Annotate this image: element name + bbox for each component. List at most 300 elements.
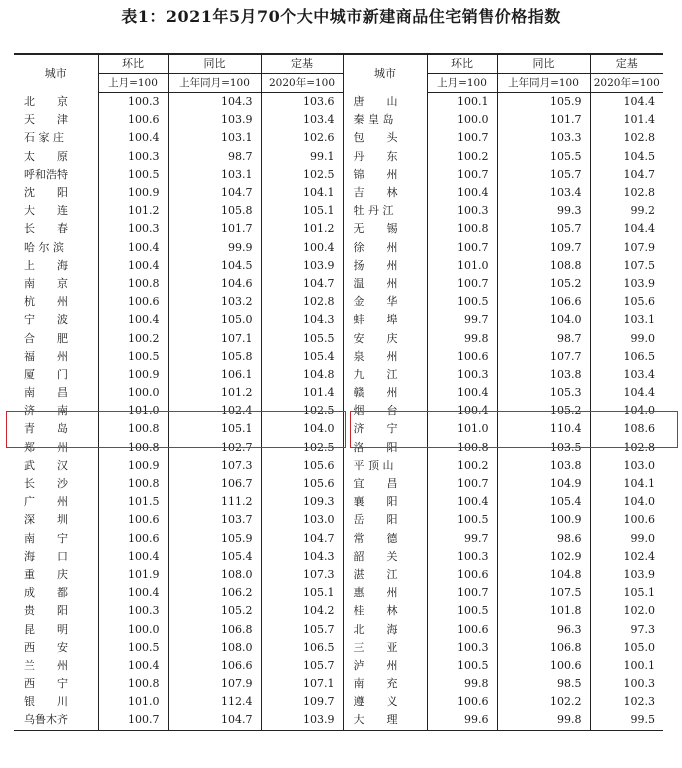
cell-fixed: 105.7 — [261, 620, 343, 638]
cell-city-right: 温 州 — [343, 275, 427, 293]
cell-fixed: 102.5 — [261, 402, 343, 420]
subheader-yoy-right: 上年同月=100 — [497, 74, 590, 93]
cell-mom: 100.0 — [98, 620, 168, 638]
column-header-fixed: 定基 — [261, 54, 343, 74]
cell-city: 郑 州 — [14, 439, 98, 457]
cell-city-right: 韶 关 — [343, 548, 427, 566]
cell-fixed: 104.0 — [261, 420, 343, 438]
table-row — [14, 366, 663, 384]
cell-mom-right: 100.5 — [427, 293, 497, 311]
cell-yoy: 104.7 — [168, 711, 261, 730]
cell-fixed: 102.5 — [261, 439, 343, 457]
cell-yoy-right: 105.5 — [497, 148, 590, 166]
cell-fixed: 104.8 — [261, 366, 343, 384]
cell-yoy: 106.2 — [168, 584, 261, 602]
cell-yoy: 102.4 — [168, 402, 261, 420]
cell-fixed-right: 101.4 — [623, 113, 655, 127]
cell-mom: 101.2 — [98, 202, 168, 220]
cell-mom: 100.9 — [98, 184, 168, 202]
cell-yoy: 103.7 — [168, 511, 261, 529]
cell-city: 大 连 — [14, 202, 98, 220]
cell-fixed: 106.5 — [261, 639, 343, 657]
cell-yoy-right: 98.5 — [497, 675, 590, 693]
cell-city: 海 口 — [14, 548, 98, 566]
subheader-mom-right: 上月=100 — [427, 74, 497, 93]
table-row — [14, 129, 663, 147]
cell-yoy-right: 96.3 — [497, 620, 590, 638]
cell-mom: 100.4 — [98, 548, 168, 566]
cell-fixed: 105.1 — [261, 584, 343, 602]
cell-yoy-right: 107.5 — [497, 584, 590, 602]
cell-mom-right: 100.6 — [427, 620, 497, 638]
cell-mom-right: 101.0 — [427, 257, 497, 275]
cell-yoy: 105.9 — [168, 530, 261, 548]
cell-yoy-right: 105.2 — [497, 275, 590, 293]
cell-fixed: 102.5 — [261, 166, 343, 184]
cell-yoy: 106.6 — [168, 657, 261, 675]
cell-fixed: 105.1 — [261, 202, 343, 220]
cell-city-right: 丹 东 — [343, 148, 427, 166]
cell-mom: 100.2 — [98, 329, 168, 347]
cell-city: 合 肥 — [14, 329, 98, 347]
cell-fixed-right: 108.6 — [623, 422, 655, 436]
cell-city: 上 海 — [14, 257, 98, 275]
cell-fixed-right: 104.7 — [623, 167, 655, 181]
cell-mom: 100.8 — [98, 420, 168, 438]
cell-fixed-right: 104.0 — [623, 404, 655, 418]
cell-fixed: 101.2 — [261, 220, 343, 238]
cell-city: 福 州 — [14, 348, 98, 366]
cell-yoy: 105.0 — [168, 311, 261, 329]
cell-city: 重 庆 — [14, 566, 98, 584]
cell-fixed-right: 102.8 — [623, 186, 655, 200]
table-row — [14, 93, 663, 112]
cell-fixed-right: 103.9 — [623, 276, 655, 290]
table-row — [14, 311, 663, 329]
cell-mom: 100.4 — [98, 129, 168, 147]
cell-fixed: 109.3 — [261, 493, 343, 511]
cell-fixed-right: 105.1 — [623, 586, 655, 600]
cell-yoy: 112.4 — [168, 693, 261, 711]
cell-mom-right: 100.7 — [427, 239, 497, 257]
cell-yoy: 106.7 — [168, 475, 261, 493]
cell-yoy: 103.1 — [168, 129, 261, 147]
cell-yoy: 106.1 — [168, 366, 261, 384]
cell-yoy: 105.2 — [168, 602, 261, 620]
cell-fixed-right: 99.2 — [630, 204, 655, 218]
cell-city: 太 原 — [14, 148, 98, 166]
table-row — [14, 475, 663, 493]
cell-fixed: 99.1 — [261, 148, 343, 166]
table-row — [14, 530, 663, 548]
cell-city: 北 京 — [14, 93, 98, 112]
cell-city-right: 蚌 埠 — [343, 311, 427, 329]
cell-yoy: 105.4 — [168, 548, 261, 566]
cell-city-right: 泸 州 — [343, 657, 427, 675]
cell-fixed: 107.1 — [261, 675, 343, 693]
cell-fixed-right: 104.4 — [623, 222, 655, 236]
cell-yoy: 107.9 — [168, 675, 261, 693]
cell-mom-right: 100.7 — [427, 584, 497, 602]
cell-city-right: 南 充 — [343, 675, 427, 693]
table-row — [14, 202, 663, 220]
cell-yoy: 99.9 — [168, 239, 261, 257]
cell-city-right: 唐 山 — [343, 93, 427, 112]
cell-fixed-right: 104.0 — [623, 495, 655, 509]
cell-yoy-right: 105.2 — [497, 402, 590, 420]
cell-mom-right: 100.4 — [427, 402, 497, 420]
column-header-city-right: 城市 — [343, 54, 427, 93]
cell-fixed-right: 102.0 — [623, 604, 655, 618]
cell-city: 厦 门 — [14, 366, 98, 384]
cell-city: 贵 阳 — [14, 602, 98, 620]
cell-fixed: 107.3 — [261, 566, 343, 584]
cell-city: 石 家 庄 — [14, 129, 98, 147]
cell-city-right: 遵 义 — [343, 693, 427, 711]
table-row — [14, 457, 663, 475]
cell-yoy: 103.1 — [168, 166, 261, 184]
cell-city-right: 三 亚 — [343, 639, 427, 657]
cell-yoy-right: 109.7 — [497, 239, 590, 257]
cell-yoy-right: 99.3 — [497, 202, 590, 220]
cell-fixed-right: 102.4 — [623, 549, 655, 563]
cell-yoy: 103.2 — [168, 293, 261, 311]
cell-fixed-right: 105.0 — [623, 640, 655, 654]
cell-city: 西 宁 — [14, 675, 98, 693]
cell-city-right: 常 德 — [343, 530, 427, 548]
cell-yoy-right: 105.4 — [497, 493, 590, 511]
cell-mom: 100.6 — [98, 111, 168, 129]
table-row — [14, 511, 663, 529]
cell-mom: 100.5 — [98, 166, 168, 184]
cell-city: 南 京 — [14, 275, 98, 293]
cell-city: 成 都 — [14, 584, 98, 602]
cell-fixed-right: 100.6 — [623, 513, 655, 527]
cell-fixed-right: 104.4 — [623, 95, 655, 109]
cell-fixed: 104.3 — [261, 311, 343, 329]
cell-city-right: 牡 丹 江 — [343, 202, 427, 220]
cell-city: 武 汉 — [14, 457, 98, 475]
cell-yoy-right: 99.8 — [497, 711, 590, 730]
cell-mom: 101.0 — [98, 693, 168, 711]
cell-yoy-right: 106.8 — [497, 639, 590, 657]
cell-city-right: 锦 州 — [343, 166, 427, 184]
cell-mom: 100.8 — [98, 475, 168, 493]
cell-mom-right: 100.5 — [427, 511, 497, 529]
cell-mom: 101.9 — [98, 566, 168, 584]
cell-mom-right: 100.6 — [427, 693, 497, 711]
cell-mom: 100.8 — [98, 439, 168, 457]
table-row — [14, 693, 663, 711]
cell-mom: 100.5 — [98, 639, 168, 657]
cell-yoy-right: 104.8 — [497, 566, 590, 584]
cell-yoy: 102.7 — [168, 439, 261, 457]
cell-mom: 100.9 — [98, 457, 168, 475]
table-row — [14, 184, 663, 202]
cell-fixed: 105.7 — [261, 657, 343, 675]
cell-city: 昆 明 — [14, 620, 98, 638]
cell-fixed: 102.8 — [261, 293, 343, 311]
column-header-mom: 环比 — [98, 54, 168, 74]
cell-fixed: 103.6 — [261, 93, 343, 112]
subheader-mom: 上月=100 — [98, 74, 168, 93]
cell-yoy-right: 103.5 — [497, 439, 590, 457]
cell-city: 广 州 — [14, 493, 98, 511]
cell-yoy-right: 98.7 — [497, 329, 590, 347]
cell-city-right: 无 锡 — [343, 220, 427, 238]
cell-fixed-right: 107.9 — [623, 240, 655, 254]
highlight-box-right — [350, 411, 678, 448]
cell-fixed-right: 104.4 — [623, 386, 655, 400]
cell-city: 深 圳 — [14, 511, 98, 529]
cell-fixed-right: 106.5 — [623, 349, 655, 363]
cell-mom-right: 100.3 — [427, 548, 497, 566]
price-index-table — [14, 53, 663, 731]
cell-fixed-right: 102.8 — [623, 131, 655, 145]
cell-fixed-right: 99.5 — [590, 711, 663, 730]
cell-city: 哈 尔 滨 — [14, 239, 98, 257]
cell-yoy: 101.7 — [168, 220, 261, 238]
table-row — [14, 257, 663, 275]
cell-fixed-right: 102.8 — [623, 440, 655, 454]
cell-city: 沈 阳 — [14, 184, 98, 202]
cell-city-right: 桂 林 — [343, 602, 427, 620]
cell-fixed: 109.7 — [261, 693, 343, 711]
table-row — [14, 220, 663, 238]
column-header-yoy: 同比 — [168, 54, 261, 74]
cell-mom-right: 100.3 — [427, 202, 497, 220]
cell-city-right: 扬 州 — [343, 257, 427, 275]
table-row — [14, 111, 663, 129]
cell-fixed: 104.2 — [261, 602, 343, 620]
cell-mom: 100.6 — [98, 530, 168, 548]
cell-city-right: 安 庆 — [343, 329, 427, 347]
column-header-city: 城市 — [14, 54, 98, 93]
cell-city: 兰 州 — [14, 657, 98, 675]
cell-mom-right: 100.1 — [427, 93, 497, 112]
cell-yoy-right: 104.0 — [497, 311, 590, 329]
cell-yoy-right: 102.2 — [497, 693, 590, 711]
cell-mom-right: 100.5 — [427, 657, 497, 675]
table-row — [14, 657, 663, 675]
cell-city: 长 沙 — [14, 475, 98, 493]
cell-fixed-right: 102.3 — [623, 695, 655, 709]
subheader-fixed: 2020年=100 — [261, 74, 343, 93]
cell-mom: 101.5 — [98, 493, 168, 511]
cell-mom: 100.6 — [98, 293, 168, 311]
cell-fixed: 101.4 — [261, 384, 343, 402]
cell-fixed-right: 103.9 — [623, 567, 655, 581]
cell-mom-right: 100.2 — [427, 457, 497, 475]
cell-mom: 100.7 — [98, 711, 168, 730]
cell-city-right: 金 华 — [343, 293, 427, 311]
cell-fixed: 103.9 — [261, 257, 343, 275]
cell-yoy-right: 104.9 — [497, 475, 590, 493]
table-row — [14, 329, 663, 347]
cell-mom: 100.3 — [98, 93, 168, 112]
cell-yoy-right: 108.8 — [497, 257, 590, 275]
cell-mom-right: 100.4 — [427, 184, 497, 202]
cell-city-right: 湛 江 — [343, 566, 427, 584]
cell-city-right: 秦 皇 岛 — [343, 111, 427, 129]
cell-fixed: 103.9 — [261, 711, 343, 730]
cell-city: 银 川 — [14, 693, 98, 711]
cell-mom-right: 100.0 — [427, 111, 497, 129]
cell-fixed-right: 99.0 — [630, 531, 655, 545]
cell-city-right: 济 宁 — [343, 420, 427, 438]
table-row — [14, 602, 663, 620]
cell-yoy-right: 102.9 — [497, 548, 590, 566]
cell-yoy-right: 103.8 — [497, 366, 590, 384]
cell-yoy-right: 107.7 — [497, 348, 590, 366]
cell-fixed: 105.5 — [261, 329, 343, 347]
cell-mom-right: 100.2 — [427, 148, 497, 166]
cell-yoy-right: 103.8 — [497, 457, 590, 475]
cell-city-right: 赣 州 — [343, 384, 427, 402]
cell-yoy-right: 103.3 — [497, 129, 590, 147]
cell-city-right: 包 头 — [343, 129, 427, 147]
cell-fixed: 103.4 — [261, 111, 343, 129]
cell-yoy: 105.1 — [168, 420, 261, 438]
cell-city: 青 岛 — [14, 420, 98, 438]
cell-fixed-right: 103.0 — [623, 458, 655, 472]
cell-yoy-right: 101.7 — [497, 111, 590, 129]
cell-yoy-right: 100.6 — [497, 657, 590, 675]
table-row — [14, 293, 663, 311]
cell-mom: 100.6 — [98, 511, 168, 529]
cell-fixed: 100.4 — [261, 239, 343, 257]
cell-city: 宁 波 — [14, 311, 98, 329]
cell-mom: 100.4 — [98, 584, 168, 602]
cell-city-right: 襄 阳 — [343, 493, 427, 511]
cell-city-right: 洛 阳 — [343, 439, 427, 457]
table-row — [14, 548, 663, 566]
cell-fixed: 104.7 — [261, 275, 343, 293]
cell-city-right: 平 顶 山 — [343, 457, 427, 475]
cell-fixed: 103.0 — [261, 511, 343, 529]
cell-mom: 100.3 — [98, 148, 168, 166]
cell-fixed-right: 100.1 — [623, 658, 655, 672]
cell-city: 天 津 — [14, 111, 98, 129]
cell-mom-right: 100.7 — [427, 129, 497, 147]
cell-mom: 100.0 — [98, 384, 168, 402]
cell-city: 杭 州 — [14, 293, 98, 311]
cell-mom-right: 100.7 — [427, 275, 497, 293]
cell-mom-right: 99.8 — [427, 329, 497, 347]
column-header-mom-right: 环比 — [427, 54, 497, 74]
cell-city: 乌鲁木齐 — [14, 711, 98, 730]
cell-yoy: 101.2 — [168, 384, 261, 402]
cell-mom-right: 101.0 — [427, 420, 497, 438]
cell-yoy: 103.9 — [168, 111, 261, 129]
cell-yoy: 106.8 — [168, 620, 261, 638]
cell-mom-right: 100.7 — [427, 475, 497, 493]
page-title: 表1：2021年5月70个大中城市新建商品住宅销售价格指数 — [121, 7, 561, 26]
cell-yoy-right: 110.4 — [497, 420, 590, 438]
cell-mom: 100.3 — [98, 602, 168, 620]
header-row-sub — [14, 74, 663, 93]
cell-fixed-right: 105.6 — [623, 295, 655, 309]
cell-yoy: 105.8 — [168, 202, 261, 220]
cell-mom-right: 100.3 — [427, 366, 497, 384]
cell-city: 南 昌 — [14, 384, 98, 402]
cell-city-right: 北 海 — [343, 620, 427, 638]
table-row — [14, 275, 663, 293]
cell-yoy: 104.3 — [168, 93, 261, 112]
table-row — [14, 566, 663, 584]
cell-city: 济 南 — [14, 402, 98, 420]
cell-fixed: 102.6 — [261, 129, 343, 147]
cell-fixed-right: 104.1 — [623, 477, 655, 491]
cell-mom-right: 100.7 — [427, 166, 497, 184]
cell-fixed-right: 97.3 — [630, 622, 655, 636]
table-row — [14, 711, 663, 730]
cell-fixed: 105.6 — [261, 475, 343, 493]
cell-fixed-right: 103.4 — [623, 367, 655, 381]
cell-mom-right: 100.8 — [427, 220, 497, 238]
cell-yoy: 98.7 — [168, 148, 261, 166]
cell-fixed: 104.7 — [261, 530, 343, 548]
cell-yoy: 108.0 — [168, 639, 261, 657]
cell-yoy: 111.2 — [168, 493, 261, 511]
subheader-fixed-right: 2020年=100 — [590, 74, 663, 93]
cell-mom-right: 99.7 — [427, 311, 497, 329]
cell-city: 西 安 — [14, 639, 98, 657]
cell-yoy: 104.5 — [168, 257, 261, 275]
cell-mom-right: 99.7 — [427, 530, 497, 548]
cell-fixed: 104.3 — [261, 548, 343, 566]
cell-mom-right: 100.4 — [427, 384, 497, 402]
cell-mom: 100.5 — [98, 348, 168, 366]
cell-city-right: 吉 林 — [343, 184, 427, 202]
table-row — [14, 348, 663, 366]
cell-fixed-right: 100.3 — [623, 677, 655, 691]
cell-yoy: 104.6 — [168, 275, 261, 293]
cell-mom-right: 100.4 — [427, 493, 497, 511]
cell-yoy: 107.3 — [168, 457, 261, 475]
table-row — [14, 239, 663, 257]
cell-mom-right: 100.5 — [427, 602, 497, 620]
cell-city: 呼和浩特 — [14, 166, 98, 184]
cell-yoy-right: 100.9 — [497, 511, 590, 529]
cell-mom: 100.8 — [98, 275, 168, 293]
table-row — [14, 675, 663, 693]
cell-mom: 100.4 — [98, 257, 168, 275]
table-row — [14, 148, 663, 166]
column-header-fixed-right: 定基 — [590, 54, 663, 74]
cell-yoy-right: 105.3 — [497, 384, 590, 402]
table-row — [14, 384, 663, 402]
cell-mom: 101.0 — [98, 402, 168, 420]
cell-mom: 100.4 — [98, 239, 168, 257]
cell-yoy: 108.0 — [168, 566, 261, 584]
subheader-yoy: 上年同月=100 — [168, 74, 261, 93]
cell-mom: 100.9 — [98, 366, 168, 384]
cell-city-right: 宜 昌 — [343, 475, 427, 493]
cell-mom: 100.8 — [98, 675, 168, 693]
header-row-top — [14, 54, 663, 74]
cell-city: 南 宁 — [14, 530, 98, 548]
table-row — [14, 620, 663, 638]
cell-city-right: 泉 州 — [343, 348, 427, 366]
cell-yoy-right: 103.4 — [497, 184, 590, 202]
cell-mom: 100.3 — [98, 220, 168, 238]
cell-city-right: 岳 阳 — [343, 511, 427, 529]
highlight-box-left — [6, 411, 346, 448]
cell-mom-right: 99.6 — [427, 711, 497, 730]
cell-city: 长 春 — [14, 220, 98, 238]
cell-fixed-right: 99.0 — [630, 331, 655, 345]
